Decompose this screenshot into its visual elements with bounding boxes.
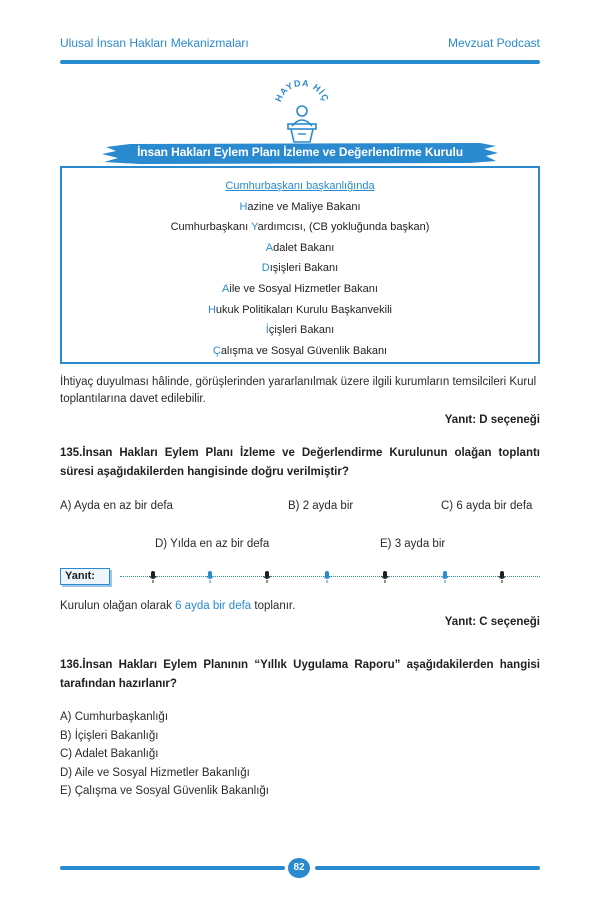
header-right-title: Mevzuat Podcast — [447, 36, 540, 50]
member-line: Hukuk Politikaları Kurulu Başkanvekili — [207, 303, 393, 316]
member-line: Çalışma ve Sosyal Güvenlik Bakanı — [212, 344, 388, 357]
committee-members-box — [60, 166, 540, 364]
podium-speaker-icon — [270, 78, 334, 144]
option-d[interactable]: D) Yılda en az bir defa — [155, 538, 270, 550]
microphone-icon — [262, 570, 272, 584]
question-135: 135.İnsan Hakları Eylem Planı İzleme ve Değerlendirme Kurulunun olağan toplantı süresi aşağıdakilerden hangisinde doğru verilmiştir? — [60, 447, 540, 478]
answer-134: Yanıt: D seçeneği — [444, 414, 540, 426]
member-line: Aile ve Sosyal Hizmetler Bakanı — [222, 282, 378, 295]
member-line: Hazine ve Maliye Bakanı — [239, 200, 361, 213]
banner-title: İnsan Hakları Eylem Planı İzleme ve Değerlendirme Kurulu — [137, 145, 463, 159]
box-title: Cumhurbaşkanı başkanlığında — [225, 180, 375, 192]
option-b[interactable]: B) 2 ayda bir — [288, 500, 354, 512]
answer-135: Yanıt: C seçeneği — [444, 616, 540, 628]
option-e[interactable]: E) 3 ayda bir — [380, 538, 446, 550]
option-136-e[interactable]: E) Çalışma ve Sosyal Güvenlik Bakanlığı — [60, 785, 270, 798]
option-a[interactable]: A) Ayda en az bir defa — [60, 500, 173, 512]
options-136 — [60, 708, 269, 801]
option-136-a[interactable]: A) Cumhurbaşkanlığı — [60, 711, 169, 723]
member-line: Adalet Bakanı — [265, 241, 335, 254]
answer-line — [60, 568, 540, 586]
microphone-icon — [497, 570, 507, 584]
page-header — [60, 36, 540, 52]
svg-text:HAYDA HİÇ: HAYDA HİÇ — [273, 78, 331, 104]
page-number: 82 — [288, 858, 310, 878]
option-c[interactable]: C) 6 ayda bir defa — [441, 500, 533, 512]
yanit-label: Yanıt: — [60, 568, 110, 585]
microphone-icon — [440, 570, 450, 584]
header-left-title: Ulusal İnsan Hakları Mekanizmaları — [60, 36, 249, 50]
microphone-icon — [380, 570, 390, 584]
microphone-icon — [148, 570, 158, 584]
header-divider — [60, 60, 540, 64]
hayda-hic-logo — [270, 78, 334, 144]
member-line: İçişleri Bakanı — [265, 324, 335, 337]
member-line: Cumhurbaşkanı Yardımcısı, (CB yokluğunda başkan) — [170, 221, 430, 234]
footer-rule-right — [315, 866, 540, 870]
explanation-135: Kurulun olağan olarak 6 ayda bir defa toplanır. — [60, 600, 296, 612]
title-banner — [100, 140, 500, 166]
member-line: Dışişleri Bakanı — [261, 262, 339, 275]
microphone-icon — [205, 570, 215, 584]
microphone-icon — [322, 570, 332, 584]
footer-rule-left — [60, 866, 285, 870]
question-136: 136.İnsan Hakları Eylem Planının “Yıllık Uygulama Raporu” aşağıdakilerden hangisi tarafından hazırlanır? — [60, 659, 540, 690]
option-136-c[interactable]: C) Adalet Bakanlığı — [60, 748, 159, 761]
option-136-d[interactable]: D) Aile ve Sosyal Hizmetler Bakanlığı — [60, 766, 250, 779]
option-136-b[interactable]: B) İçişleri Bakanlığı — [60, 729, 159, 742]
note-paragraph: İhtiyaç duyulması hâlinde, görüşlerinden yararlanılmak üzere ilgili kurumların temsilcileri Kurul toplantılarına davet edilebilir. — [60, 376, 537, 405]
